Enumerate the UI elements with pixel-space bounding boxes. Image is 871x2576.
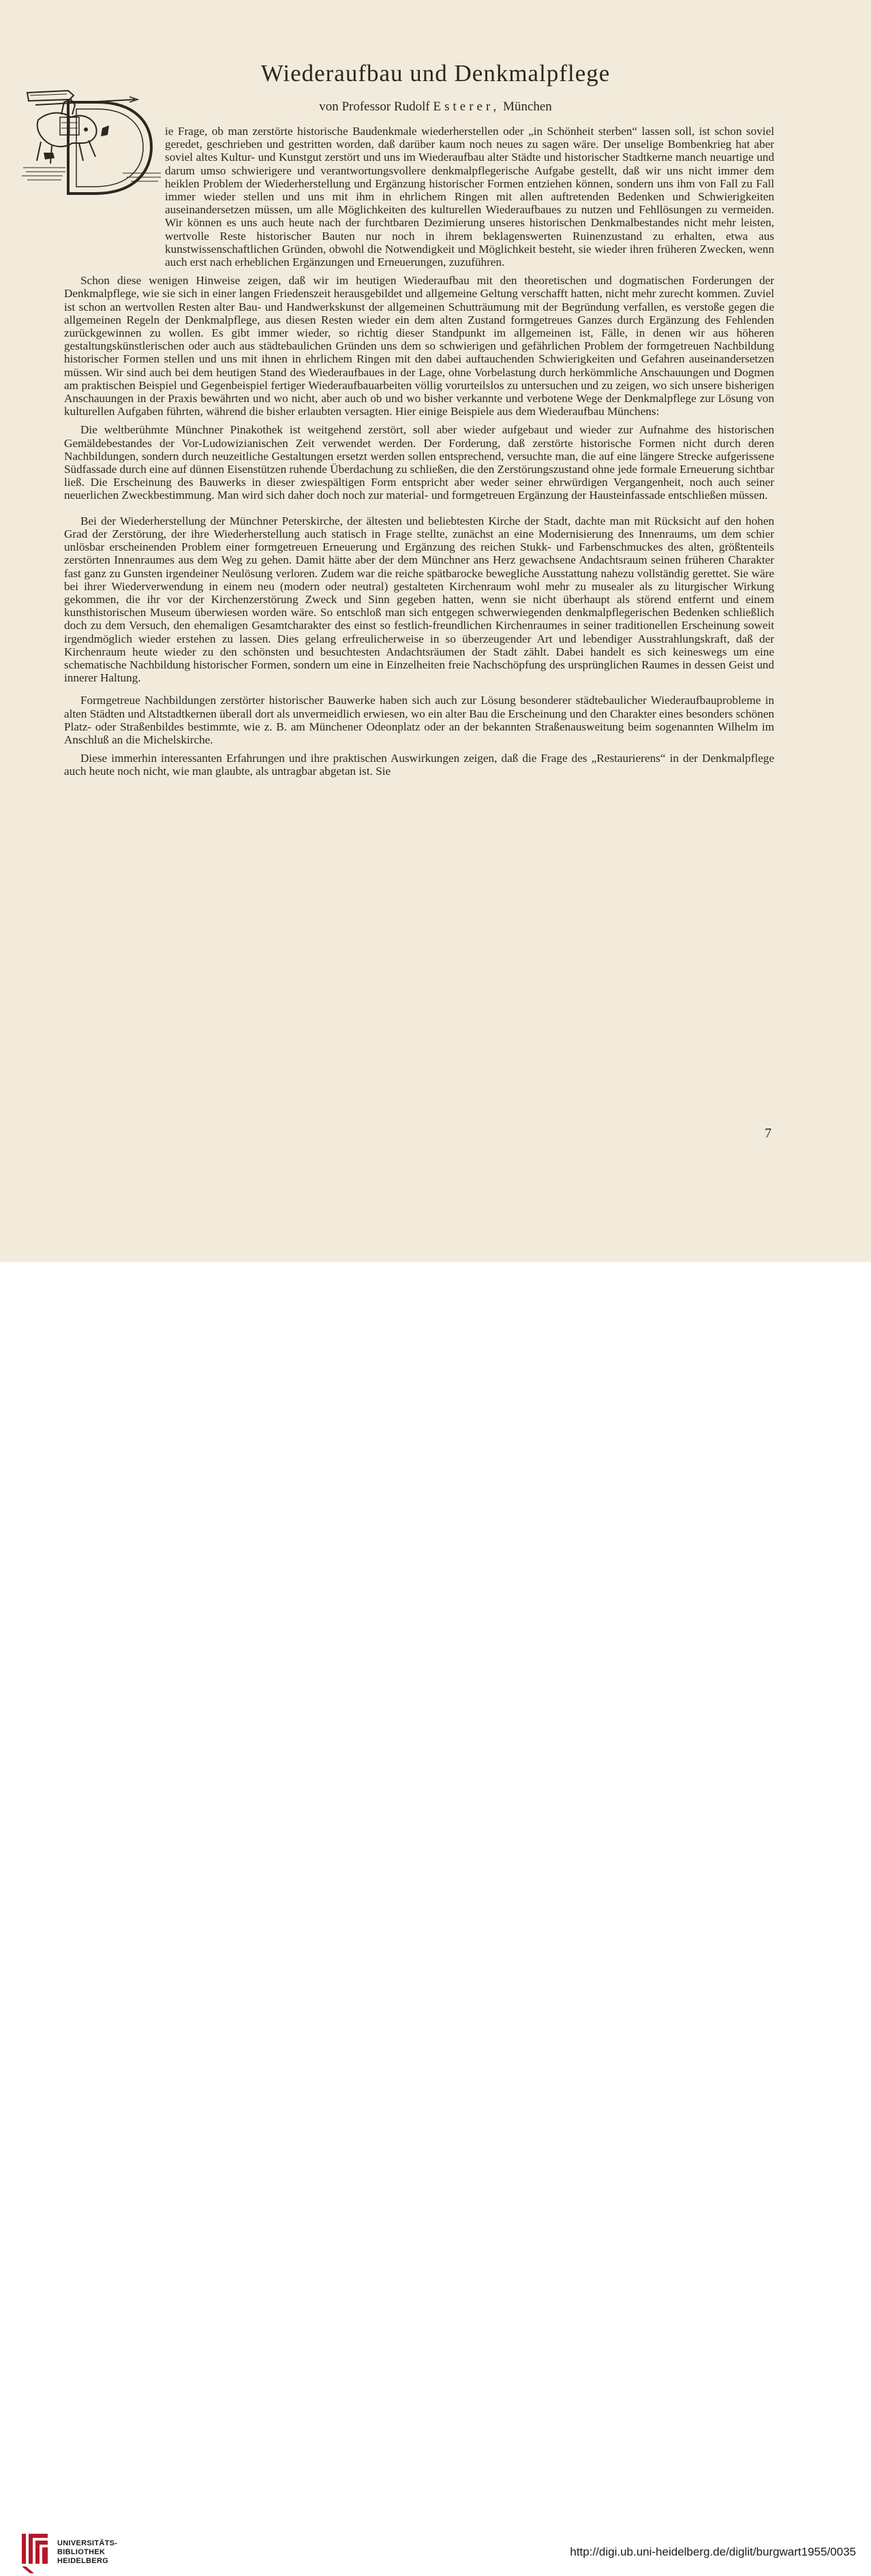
- paragraph-intro-lead: [64, 125, 774, 269]
- article-body: [64, 125, 774, 778]
- library-name: [57, 2539, 117, 2566]
- paragraph-text: ie Frage, ob man zerstörte historische Baudenkmale wiederherstellen oder „in Schönheit sterben“ lassen soll, ist schon soviel geredet, geschrieben und gestritten worden, daß darüber kaum noch neues zu sagen wäre. Der unselige Bombenkrieg hat aber soviel altes Kultur- und Kunstgut zerstört und uns im Wiederaufbau alter Städte und historischer Stadtkerne manch neuartige und darum umso schwierigere und verantwortungsvollere denkmalpflegerische Aufgabe gestellt, daß wir uns nicht immer dem heiklen Problem der Wiederherstellung und Ergänzung historischer Formen entziehen können, sondern uns ihm von Fall zu Fall immer wieder stellen und uns mit ihm in ehrlichem Ringen mit allen auftretenden Bedenken und Schwierigkeiten auseinandersetzen müssen, um alle Möglichkeiten des kulturellen Wiederaufbaues zu nutzen und Fehllösungen zu vermeiden. Wir können es uns auch heute nach der furchtbaren Dezimierung unseres historischen Denkmalbestandes nicht mehr leisten, wertvolle Reste historischer Bauten nur noch in ihrem beklagenswerten Ruinenzustand zu erhalten, etwa aus kunstwissenschaftlichen Gründen, obwohl die Notwendigkeit und Möglichkeit besteht, sie wieder ihren früheren Zwecken, wenn auch erst nach erheblichen Ergänzungen und Erneuerungen, zuzuführen.: [165, 125, 774, 269]
- footer-bar: [0, 1262, 871, 2565]
- byline-prefix: von Professor Rudolf: [319, 99, 430, 114]
- paragraph: Die weltberühmte Münchner Pinakothek ist weitgehend zerstört, soll aber wieder aufgebaut und wieder zur Aufnahme des historischen Gemäldebestandes der Vor-Ludowizianischen Zeit verwendet werden. Der Forderung, daß zerstörte historische Formen nicht durch deren Nachbildungen, sondern durch neuzeitliche Gestaltungen ersetzt werden sollen entsprechend, versuchte man, die auf eine längere Strecke aufgerissene Südfassade durch eine auf dünnen Eisenstützen ruhende Überdachung zu schließen, die den Zerstörungszustand ohne jede formale Erneuerung sichtbar ließ. Die Erscheinung des Bauwerks in dieser zwiespältigen Form entspricht aber weder seiner ehrwürdigen Vergangenheit, noch auch seiner neuerlichen Zweckbestimmung. Man wird sich daher doch noch zur material- und formgetreuen Ergänzung der Hausteinfassade entschließen müssen.: [64, 423, 774, 502]
- library-name-line: BIBLIOTHEK: [57, 2548, 106, 2556]
- library-name-line: HEIDELBERG: [57, 2557, 109, 2565]
- paragraph: Schon diese wenigen Hinweise zeigen, daß wir im heutigen Wiederaufbau mit den theoretischen und dogmatischen Forderungen der Denkmalpflege, wie sie sich in einer langen Friedenszeit herausgebildet und allgemeine Geltung verschafft hatten, nicht mehr zurecht kommen. Zuviel ist schon an wertvollen Resten alter Bau- und Handwerkskunst der allgemeinen Schutträumung mit der Begründung verfallen, es verstoße gegen die allgemeinen Regeln der Denkmalpflege, aus diesen Resten wieder ein dem alten Zustand formgetreues Ganzes durch Ergänzung des Fehlenden zurückgewinnen zu wollen. Es gibt immer wieder, so richtig dieser Standpunkt im allgemeinen ist, Fälle, in denen wir aus höheren gestaltungskünstlerischen oder auch aus städtebaulichen Gründen uns dem so schwierigen und gefährlichen Problem der formgetreuen Nachbildung historischer Formen stellen und uns mit ihnen in ehrlichem Ringen mit den dabei auftauchenden Schwierigkeiten und Gefahren auseinandersetzen müssen. Wir sind auch bei dem heutigen Stand des Wiederaufbaues in der Lage, ohne Vorbelastung durch herkömmliche Anschauungen und Dogmen am praktischen Beispiel und Gegenbeispiel fertiger Wiederaufbauarbeiten völlig vorurteilslos zu untersuchen und zu zeigen, wo sich unsere bisherigen Anschauungen in der Praxis bewährten und wo nicht, aber auch ob und wo bisher verkannte und verbotene Wege der Denkmalpflege zur Lösung von kulturellen Aufgaben führten, während die bisher erlaubten versagten. Hier einige Beispiele aus dem Wiederaufbau Münchens:: [64, 274, 774, 418]
- library-name-line: UNIVERSITÄTS-: [57, 2539, 118, 2547]
- scanned-page: [0, 0, 871, 1262]
- source-url-link[interactable]: http://digi.ub.uni-heidelberg.de/diglit/burgwart1955/0035: [570, 2545, 856, 2558]
- library-logo-icon: [20, 2531, 50, 2576]
- byline-author: Esterer,: [433, 99, 500, 114]
- paragraph: Diese immerhin interessanten Erfahrungen und ihre praktischen Auswirkungen zeigen, daß die Frage des „Restaurierens“ in der Denkmalpflege auch heute noch nicht, wie man glaubte, als untragbar abgetan ist. Sie: [64, 752, 774, 778]
- article-title: Wiederaufbau und Denkmalpflege: [260, 60, 611, 87]
- paragraph: Formgetreue Nachbildungen zerstörter historischer Bauwerke haben sich auch zur Lösung besonderer städtebaulicher Wiederaufbauprobleme in alten Städten und Altstadtkernen überall dort als unvermeidlich erwiesen, wo ein alter Bau die Erscheinung und den Charakter eines besonders schönen Platz- oder Straßenbildes bestimmte, wie z. B. am Münchener Odeonplatz oder an der bekannten Straßenausweitung beim sogenannten Wilhelm im Anschluß an die Michelskirche.: [64, 694, 774, 746]
- paragraph: Bei der Wiederherstellung der Münchner Peterskirche, der ältesten und beliebtesten Kirche der Stadt, dachte man mit Rücksicht auf den hohen Grad der Zerstörung, der ihre Wiederherstellung auch statisch in Frage stellte, zunächst an eine Modernisierung des Innenraums, um dem schier unlösbar erscheinenden Problem einer formgetreuen Erneuerung und Ergänzung des reichen Stukk- und Farbenschmuckes des alten, größtenteils zerstörten Innenraumes aus dem Weg zu gehen. Damit hätte aber der dem Münchner ans Herz gewachsene Andachtsraum seinen früheren Charakter fast ganz zu Gunsten irgendeiner Neulösung verloren. Zudem war die reiche spätbarocke bewegliche Ausstattung nahezu vollständig gerettet. Sie wäre bei ihrer Wiederverwendung in einem neu (modern oder neutral) gestalteten Kirchenraum wohl mehr zu musealer als zu liturgischer Wirkung gekommen, die ihr vor der Kirchenzerstörung Zweck und Sinn gegeben hatten, wenn sie nicht überhaupt als störend entfernt und einem kunsthistorischen Museum überwiesen worden wäre. So entschloß man sich entgegen schwerwiegenden denkmalpflegerischen Bedenken schließlich doch zu dem Versuch, den ehemaligen Gesamtcharakter des einst so festlich-freundlichen Kirchenraumes in seiner traditionellen Erscheinung soweit irgendmöglich wieder erstehen zu lassen. Dies gelang erfreulicherweise in so überzeugender Art und lebendiger Ausstrahlungskraft, daß der Kirchenraum heute wieder zu den schönsten und besuchtesten Andachtsräumen der Stadt zählt. Dabei handelt es sich keineswegs um eine schematische Nachbildung historischer Formen, sondern um eine in Einzelheiten freie Nachschöpfung des ursprünglichen Raumes in dessen Geist und innerer Haltung.: [64, 514, 774, 685]
- byline-city: München: [503, 99, 552, 114]
- page-number: 7: [765, 1126, 771, 1141]
